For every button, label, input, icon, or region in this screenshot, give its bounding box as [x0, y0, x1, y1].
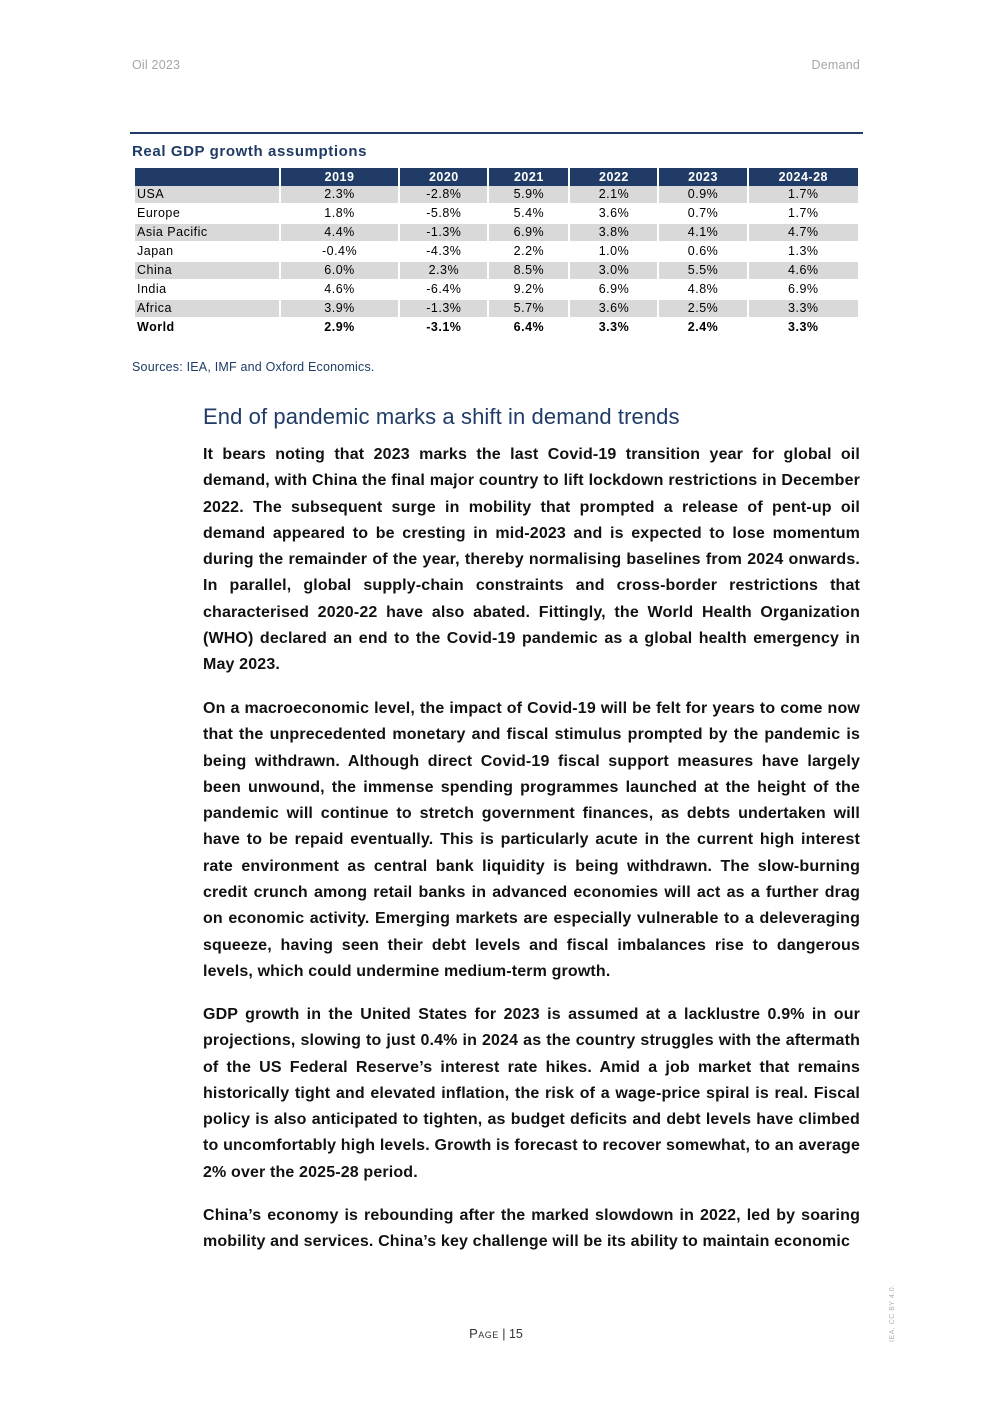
table-sources-note: Sources: IEA, IMF and Oxford Economics.: [132, 360, 375, 374]
table-cell: 6.9%: [570, 281, 657, 300]
body-paragraph: On a macroeconomic level, the impact of Covid-19 will be felt for years to come now that the unprecedented monetary and fiscal stimulus prompted by the pandemic is being withdrawn. Although direct Covid-19 fiscal support measures have largely been unwound, the immense spending programmes launched at the height of the pandemic will continue to stretch government finances, as debts undertaken will have to be repaid eventually. This is particularly acute in the current high interest rate environment as central bank liquidity is being withdrawn. The slow-burning credit crunch among retail banks in advanced economies will act as a further drag on economic activity. Emerging markets are especially vulnerable to a deleveraging squeeze, having seen their debt levels and fiscal imbalances rise to dangerous levels, which could undermine medium-term growth.: [203, 700, 860, 980]
table-cell: 4.6%: [749, 262, 858, 281]
table-cell: 5.9%: [489, 186, 568, 205]
table-cell: -6.4%: [400, 281, 487, 300]
table-cell: 2.9%: [281, 319, 398, 338]
table-cell: 2.2%: [489, 243, 568, 262]
table-cell: 4.1%: [659, 224, 746, 243]
table-cell: 2.5%: [659, 300, 746, 319]
table-header-row: [135, 168, 858, 186]
table-cell: 4.4%: [281, 224, 398, 243]
table-row: [135, 262, 858, 281]
table-cell: 2.3%: [281, 186, 398, 205]
page-number: 15: [508, 1327, 523, 1341]
table-cell: 4.6%: [281, 281, 398, 300]
table-cell: 3.3%: [570, 319, 657, 338]
table-cell: 0.7%: [659, 205, 746, 224]
table-cell: -1.3%: [400, 300, 487, 319]
table-cell: 1.7%: [749, 205, 858, 224]
table-cell: -0.4%: [281, 243, 398, 262]
table-cell: 3.8%: [570, 224, 657, 243]
row-label: India: [135, 281, 279, 300]
body-paragraph: It bears noting that 2023 marks the last Covid-19 transition year for global oil demand, with China the final major country to lift lockdown restrictions in December 2022. The subsequent surge in mobility that prompted a release of pent-up oil demand appeared to be cresting in mid-2023 and is expected to lose momentum during the remainder of the year, thereby normalising baselines from 2024 onwards. In parallel, global supply-chain constraints and cross-border restrictions that characterised 2020-22 have also abated. Fittingly, the World Health Organization (WHO) declared an end to the Covid-19 pandemic as a global health emergency in May 2023.: [203, 446, 860, 674]
table-cell: -5.8%: [400, 205, 487, 224]
row-label: Africa: [135, 300, 279, 319]
row-label: World: [135, 319, 279, 338]
table-row: [135, 281, 858, 300]
table-cell: 0.9%: [659, 186, 746, 205]
table-cell: 1.3%: [749, 243, 858, 262]
table-cell: 3.3%: [749, 319, 858, 338]
section-heading: End of pandemic marks a shift in demand trends: [203, 404, 680, 429]
column-header-2019: 2019: [281, 168, 398, 186]
table-cell: 6.4%: [489, 319, 568, 338]
body-paragraph: China’s economy is rebounding after the marked slowdown in 2022, led by soaring mobility and services. China’s key challenge will be its ability to maintain economic: [203, 1207, 860, 1251]
table-cell: 1.0%: [570, 243, 657, 262]
page-separator: |: [498, 1327, 509, 1341]
column-header-2022: 2022: [570, 168, 657, 186]
column-header-2021: 2021: [489, 168, 568, 186]
running-header: [132, 58, 860, 76]
table-title: Real GDP growth assumptions: [132, 143, 368, 160]
table-cell: -1.3%: [400, 224, 487, 243]
table-cell: 6.0%: [281, 262, 398, 281]
gdp-table-block: [130, 132, 863, 338]
table-row: [135, 205, 858, 224]
table-cell: 6.9%: [749, 281, 858, 300]
chapter-title: Demand: [811, 58, 860, 72]
table-cell: 3.3%: [749, 300, 858, 319]
table-cell: -3.1%: [400, 319, 487, 338]
table-cell: 3.0%: [570, 262, 657, 281]
gdp-table: [133, 168, 860, 338]
row-label: USA: [135, 186, 279, 205]
table-cell: 2.3%: [400, 262, 487, 281]
table-cell: 1.8%: [281, 205, 398, 224]
table-row: [135, 186, 858, 205]
column-header-2023: 2023: [659, 168, 746, 186]
body-paragraph: GDP growth in the United States for 2023 is assumed at a lacklustre 0.9% in our projections, slowing to just 0.4% in 2024 as the country struggles with the aftermath of the US Federal Reserve’s interest rate hikes. Amid a job market that remains historically tight and elevated inflation, the risk of a wage-price spiral is real. Fiscal policy is also anticipated to tighten, as budget deficits and debt levels have climbed to uncomfortably high levels. Growth is forecast to recover somewhat, to an average 2% over the 2025-28 period.: [203, 1006, 860, 1181]
table-cell: 2.1%: [570, 186, 657, 205]
table-cell: 5.5%: [659, 262, 746, 281]
table-cell: -4.3%: [400, 243, 487, 262]
row-label: Asia Pacific: [135, 224, 279, 243]
row-label: China: [135, 262, 279, 281]
table-total-row: [135, 319, 858, 338]
table-cell: -2.8%: [400, 186, 487, 205]
column-header-region: [135, 168, 279, 186]
table-cell: 5.7%: [489, 300, 568, 319]
table-cell: 1.7%: [749, 186, 858, 205]
table-cell: 3.6%: [570, 205, 657, 224]
report-title: Oil 2023: [132, 58, 181, 72]
table-cell: 3.6%: [570, 300, 657, 319]
column-header-2020: 2020: [400, 168, 487, 186]
table-cell: 8.5%: [489, 262, 568, 281]
table-cell: 5.4%: [489, 205, 568, 224]
table-cell: 2.4%: [659, 319, 746, 338]
table-cell: 0.6%: [659, 243, 746, 262]
table-cell: 9.2%: [489, 281, 568, 300]
table-row: [135, 243, 858, 262]
column-header-2024-28: 2024-28: [749, 168, 858, 186]
license-note: IEA. CC BY 4.0.: [889, 1284, 896, 1342]
table-cell: 6.9%: [489, 224, 568, 243]
table-cell: 4.7%: [749, 224, 858, 243]
row-label: Japan: [135, 243, 279, 262]
page-word: Page: [469, 1326, 499, 1341]
table-row: [135, 224, 858, 243]
row-label: Europe: [135, 205, 279, 224]
table-row: [135, 300, 858, 319]
table-cell: 3.9%: [281, 300, 398, 319]
table-cell: 4.8%: [659, 281, 746, 300]
page-footer: [0, 1326, 992, 1341]
